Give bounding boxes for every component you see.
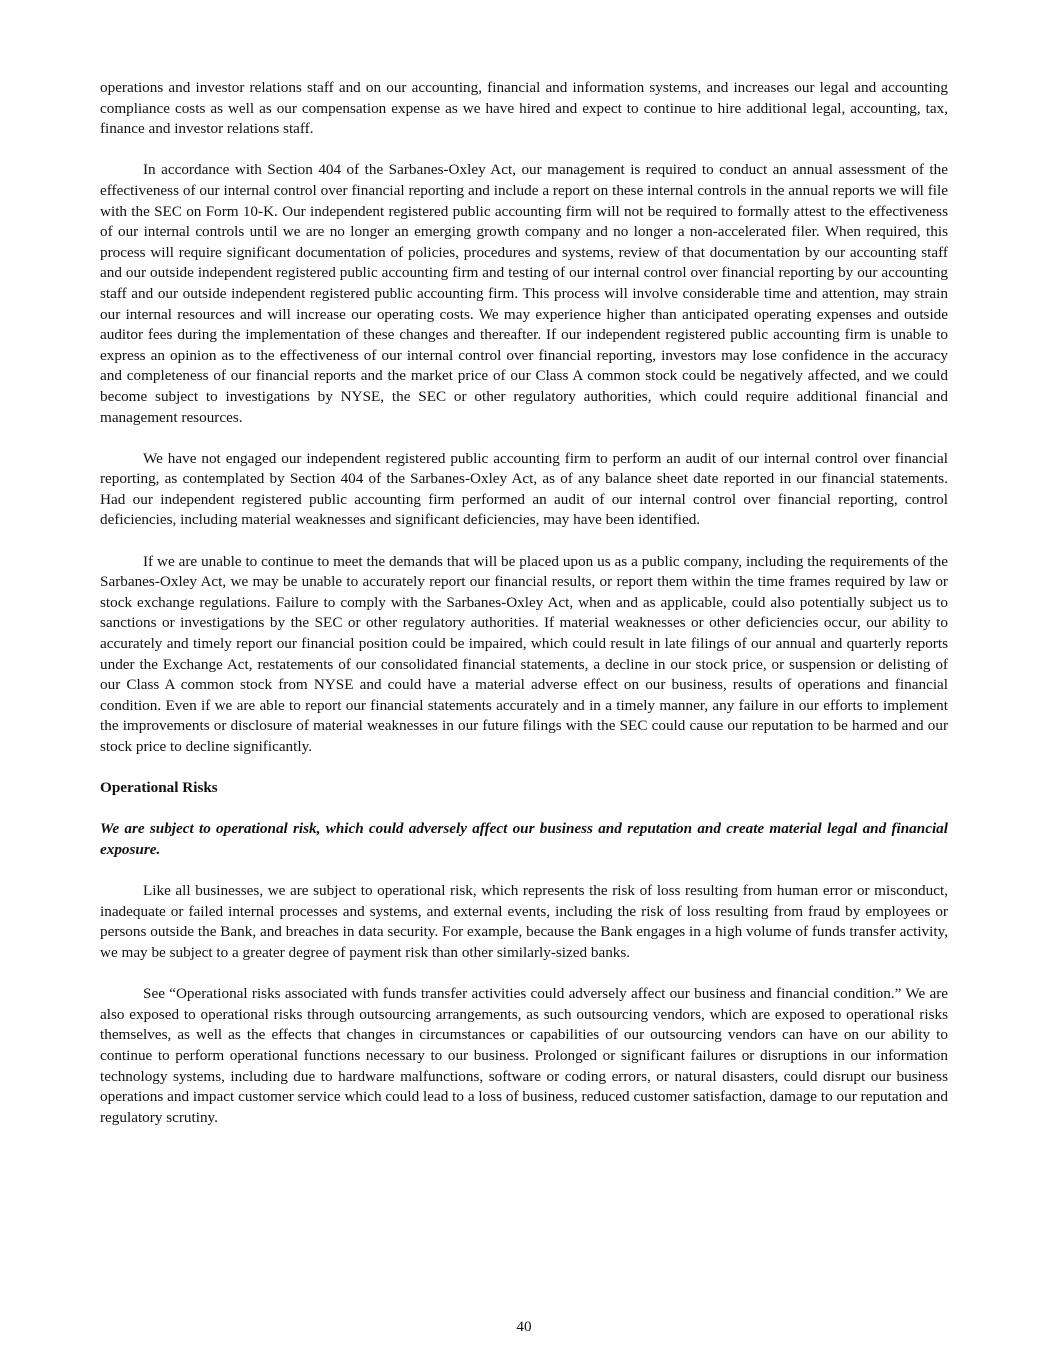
page-number: 40 bbox=[516, 1318, 532, 1335]
paragraph-outsourcing-risk: See “Operational risks associated with funds transfer activities could adversely affect our business and financial condition.” We are also exposed to operational risks through outsourcing arrangements, as such outsourcing vendors, which are exposed to operational risks themselves, as well as the effects that changes in circumstances or capabilities of our outsourcing vendors can have on our ability to continue to perform operational functions necessary to our business. Prolonged or significant failures or disruptions in our information technology systems, including due to hardware malfunctions, software or coding errors, or natural disasters, could disrupt our business operations and impact customer service which could lead to a loss of business, reduced customer satisfaction, damage to our reputation and regulatory scrutiny. bbox=[100, 985, 948, 1126]
section-heading-operational-risks: Operational Risks bbox=[100, 779, 218, 797]
paragraph-no-audit-engaged: We have not engaged our independent registered public accounting firm to perform an audit of our internal control over financial reporting, as contemplated by Section 404 of the Sarbanes-Oxley Act, as of any balance sheet date reported in our financial statements. Had our independent registered public accounting firm performed an audit of our internal control over financial reporting, control deficiencies, including material weaknesses and significant deficiencies, may have been identified. bbox=[100, 449, 948, 529]
paragraph-section-404: In accordance with Section 404 of the Sarbanes-Oxley Act, our management is required to conduct an annual assessment of the effectiveness of our internal control over financial reporting and include a report on these internal controls in the annual reports we will file with the SEC on Form 10-K. Our independent registered public accounting firm will not be required to formally attest to the effectiveness of our internal controls until we are no longer an emerging growth company and no longer a non-accelerated filer. When required, this process will require significant documentation of policies, procedures and systems, review of that documentation by our accounting staff and our outside independent registered public accounting firm and testing of our internal control over financial reporting by our accounting staff and our outside independent registered public accounting firm. This process will involve considerable time and attention, may strain our internal resources and will increase our operating costs. We may experience higher than anticipated operating expenses and outside auditor fees during the implementation of these changes and thereafter. If our independent registered public accounting firm is unable to express an opinion as to the effectiveness of our internal control over financial reporting, investors may lose confidence in the accuracy and completeness of our financial reports and the market price of our Class A common stock could be negatively affected, and we could become subject to investigations by NYSE, the SEC or other regulatory authorities, which could require additional financial and management resources. bbox=[100, 161, 948, 426]
paragraph-public-company-demands: If we are unable to continue to meet the demands that will be placed upon us as a public company, including the requirements of the Sarbanes-Oxley Act, we may be unable to accurately report our financial results, or report them within the time frames required by law or stock exchange regulations. Failure to comply with the Sarbanes-Oxley Act, when and as applicable, could also potentially subject us to sanctions or investigations by the SEC or other regulatory authorities. If material weaknesses or other deficiencies occur, our ability to accurately and timely report our financial position could be impaired, which could result in late filings of our annual and quarterly reports under the Exchange Act, restatements of our consolidated financial statements, a decline in our stock price, or suspension or delisting of our Class A common stock from NYSE and could have a material adverse effect on our business, results of operations and financial condition. Even if we are able to report our financial statements accurately and in a timely manner, any failure in our efforts to implement the improvements or disclosure of material weaknesses in our future filings with the SEC could cause our reputation to be harmed and our stock price to decline significantly. bbox=[100, 552, 948, 755]
risk-factor-heading: We are subject to operational risk, which could adversely affect our business and reputation and create material legal and financial exposure. bbox=[100, 820, 948, 858]
paragraph-continued-compliance-costs: operations and investor relations staff and on our accounting, financial and information systems, and increases our legal and accounting compliance costs as well as our compensation expense as we have hired and expect to continue to hire additional legal, accounting, tax, finance and investor relations staff. bbox=[100, 79, 948, 138]
document-page bbox=[100, 78, 948, 1149]
paragraph-operational-risk: Like all businesses, we are subject to operational risk, which represents the risk of loss resulting from human error or misconduct, inadequate or failed internal processes and systems, and external events, including the risk of loss resulting from fraud by employees or persons outside the Bank, and breaches in data security. For example, because the Bank engages in a high volume of funds transfer activity, we may be subject to a greater degree of payment risk than other similarly-sized banks. bbox=[100, 882, 948, 961]
